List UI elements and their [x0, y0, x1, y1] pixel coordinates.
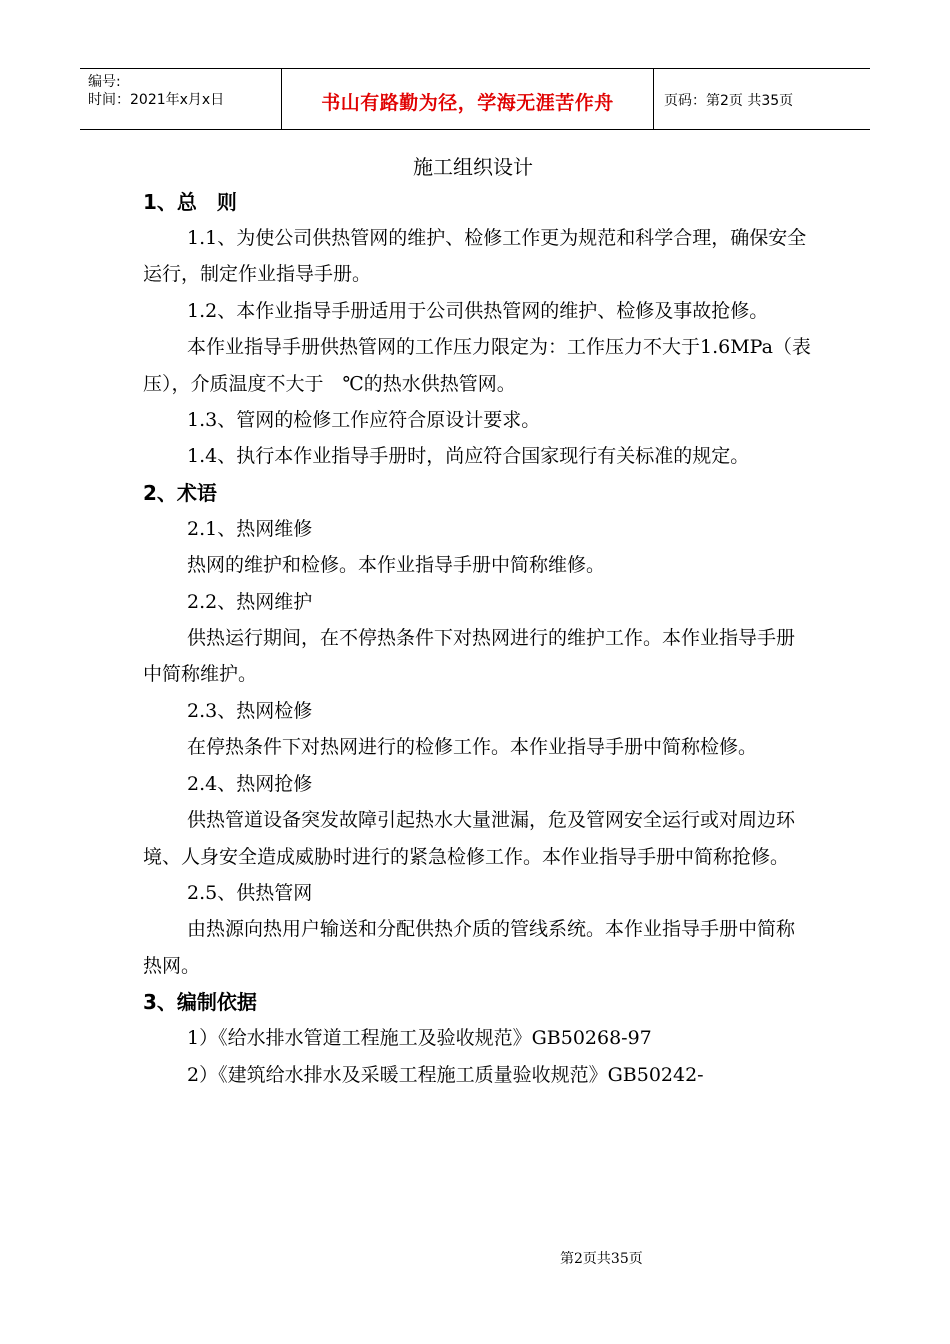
document-time-label: 时间：2021年x月x日 [88, 92, 225, 108]
header-meta-cell [80, 69, 282, 129]
paragraph-1-3: 1.3、管网的检修工作应符合原设计要求。 [187, 409, 541, 432]
term-title-2-3: 2.3、热网检修 [187, 699, 313, 722]
section-heading-terms: 2、术语 [143, 480, 217, 505]
header-motto: 书山有路勤为径，学海无涯苦作舟 [321, 91, 614, 114]
header-motto-cell [282, 69, 654, 129]
term-title-2-1: 2.1、热网维修 [187, 517, 313, 540]
paragraph-pressure-limit: 本作业指导手册供热管网的工作压力限定为：工作压力不大于1.6MPa（表压），介质温度不大于 ℃的热水供热管网。 [143, 336, 811, 395]
section-heading-basis: 3、编制依据 [143, 990, 257, 1015]
paragraph-1-1: 1.1、为使公司供热管网的维护、检修工作更为规范和科学合理，确保安全运行，制定作业指导手册。 [143, 227, 807, 286]
page-header [80, 68, 870, 130]
reference-2: 2）《建筑给水排水及采暖工程施工质量验收规范》GB50242- [187, 1063, 704, 1086]
section-heading-general: 1、总 则 [143, 190, 237, 214]
term-body-2-1: 热网的维护和检修。本作业指导手册中简称维修。 [187, 554, 606, 577]
term-title-2-4: 2.4、热网抢修 [187, 772, 313, 795]
paragraph-1-2: 1.2、本作业指导手册适用于公司供热管网的维护、检修及事故抢修。 [187, 299, 769, 322]
term-body-2-4: 供热管道设备突发故障引起热水大量泄漏，危及管网安全运行或对周边环境、人身安全造成威胁时进行的紧急检修工作。本作业指导手册中简称抢修。 [143, 809, 796, 868]
document-title: 施工组织设计 [413, 155, 533, 179]
term-body-2-3: 在停热条件下对热网进行的检修工作。本作业指导手册中简称检修。 [187, 736, 758, 759]
term-body-2-5: 由热源向热用户输送和分配供热介质的管线系统。本作业指导手册中简称热网。 [143, 918, 796, 977]
term-title-2-2: 2.2、热网维护 [187, 590, 313, 613]
header-page-cell [654, 69, 870, 129]
page-footer-number: 第2页共35页 [560, 1251, 643, 1267]
term-title-2-5: 2.5、供热管网 [187, 881, 313, 904]
header-page-number: 页码：第2页 共35页 [664, 93, 794, 109]
document-number-label: 编号: [88, 74, 121, 90]
term-body-2-2: 供热运行期间，在不停热条件下对热网进行的维护工作。本作业指导手册中简称维护。 [143, 627, 796, 686]
paragraph-1-4: 1.4、执行本作业指导手册时，尚应符合国家现行有关标准的规定。 [187, 445, 750, 468]
document-body [143, 150, 813, 1093]
reference-1: 1）《给水排水管道工程施工及验收规范》GB50268-97 [187, 1027, 652, 1050]
